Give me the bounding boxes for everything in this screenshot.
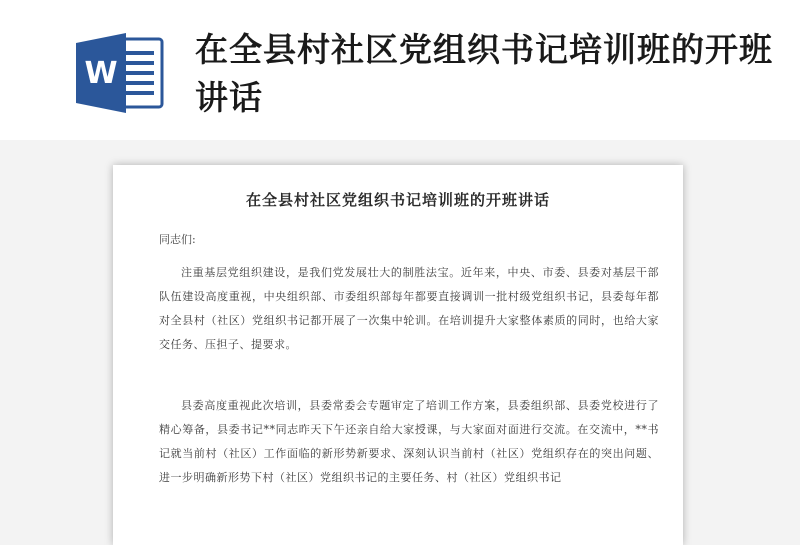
salutation: 同志们:: [159, 233, 196, 246]
word-icon: [76, 33, 166, 113]
word-icon-letter: W: [84, 56, 118, 91]
document-page: [113, 165, 683, 545]
document-title-heading: 在全县村社区党组织书记培训班的开班讲话: [195, 30, 773, 117]
paragraph-1: 注重基层党组织建设，是我们党发展壮大的制胜法宝。近年来，中央、市委、县委对基层干部队伍建设高度重视，中央组织部、市委组织部每年都要直接调训一批村级党组织书记，县委每年都对全县村（社区）党组织书记都开展了一次集中轮训。在培训提升大家整体素质的同时，也给大家交任务、压担子、提要求。: [159, 266, 659, 351]
page-title: 在全县村社区党组织书记培训班的开班讲话: [245, 191, 550, 209]
paragraph-2: 县委高度重视此次培训，县委常委会专题审定了培训工作方案，县委组织部、县委党校进行了精心筹备，县委书记**同志昨天下午还亲自给大家授课，与大家面对面进行交流。在交流中，**书记就当前村（社区）工作面临的新形势新要求、深刻认识当前村（社区）党组织存在的突出问题、进一步明确新形势下村（社区）党组织书记的主要任务、村（社区）党组织书记: [159, 399, 659, 484]
header-banner: [0, 0, 800, 140]
